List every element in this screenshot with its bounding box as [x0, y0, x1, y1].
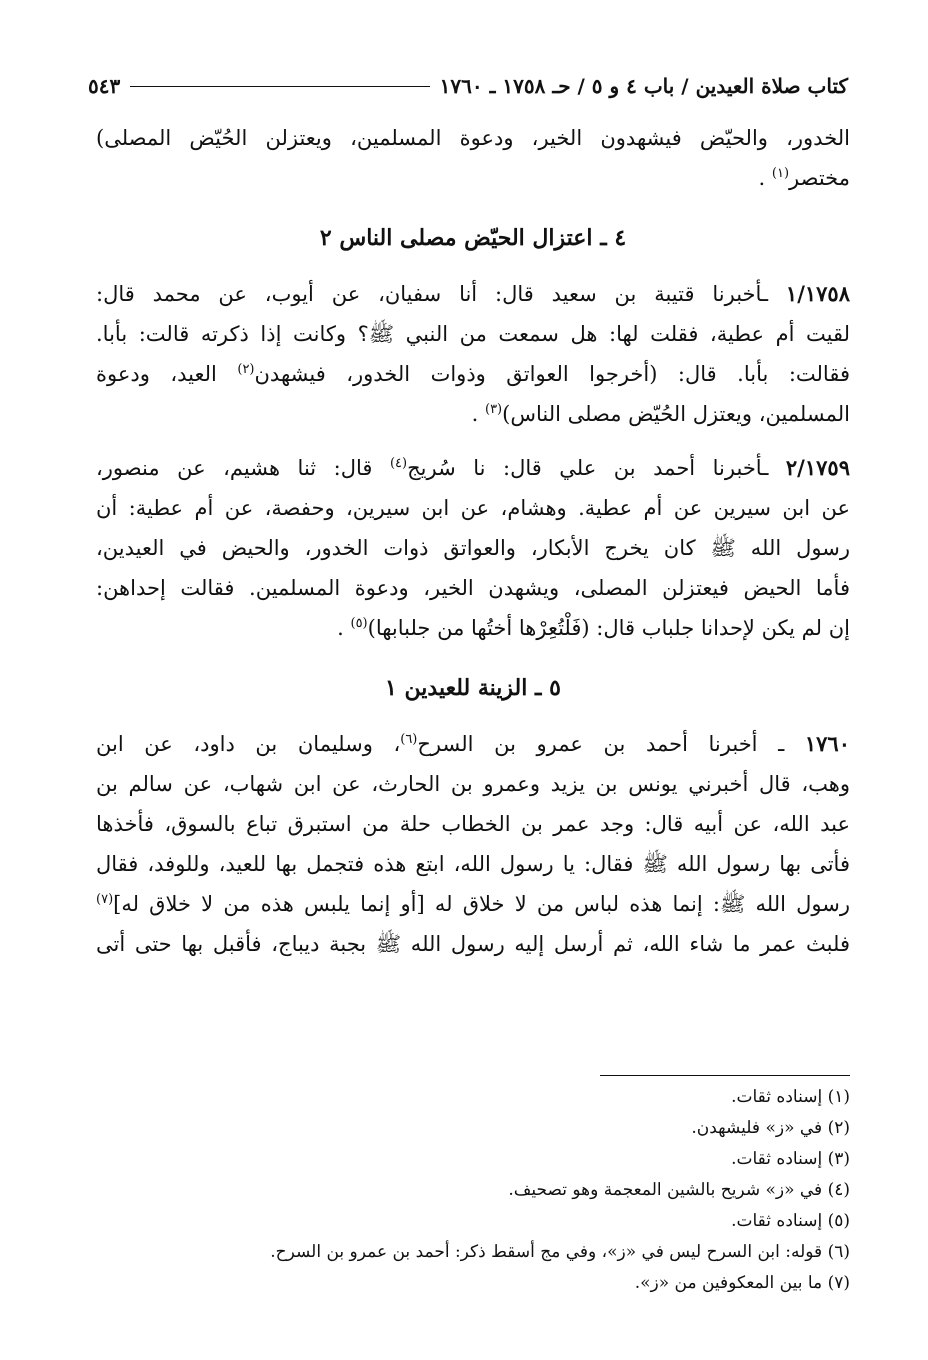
hadith-number: ١٧٦٠ [804, 731, 850, 756]
text-segment: مختصر [789, 166, 850, 190]
text-line: إن لم يكن لإحدانا جلباب قال: (فَلْتُعِرْها أختُها من جلبابها)$^{(٥)}$ . [337, 616, 850, 640]
footnote: (٢) في «ز» فليشهدن. [691, 1118, 850, 1138]
text-segment: رسول الله ﷺ: إنما هذه لباس من لا خلاق له [أو إنما يلبس هذه من لا خلاق له] [113, 892, 850, 916]
text-line: فأتى بها رسول الله ﷺ فقال: يا رسول الله، ابتع هذه فتجمل بها للعيد، وللوفد، فقال [96, 852, 850, 876]
text-line [96, 884, 850, 924]
footnote-ref: (٧) [96, 892, 114, 907]
text-segment: ـ أخبرنا أحمد بن عمرو بن السرح [417, 732, 785, 756]
text-segment: العيد، ودعوة [96, 362, 217, 386]
footnote-ref: (٤) [389, 456, 408, 471]
text-line [96, 448, 850, 488]
text-line: المسلمين، ويعتزل الحُيّض مصلى الناس)$^{(٣)}$ . [471, 402, 850, 426]
text-segment: فقالت: بأبا. قال: (أخرجوا العواتق وذوات الخدور، فيشهدن [254, 362, 850, 386]
text-line: فلبث عمر ما شاء الله، ثم أرسل إليه رسول الله ﷺ بجبة ديباج، فأقبل بها حتى أتى [96, 932, 850, 956]
section-heading-5: ٥ ـ الزينة للعيدين ١ [385, 675, 561, 701]
footnote: (٦) قوله: ابن السرح ليس في «ز»، وفي مج أسقط ذكر: أحمد بن عمرو بن السرح. [270, 1242, 850, 1262]
hadith-1759 [96, 448, 850, 648]
footnote-ref: (٣) [484, 402, 503, 417]
text-line: مختصر$^{(١)}$ . [758, 166, 850, 190]
text-segment: قال: ثنا هشيم، عن منصور، [96, 456, 373, 480]
footnote-ref: (١) [771, 166, 790, 181]
text-line: رسول الله ﷺ كان يخرج الأبكار، والعواتق ذوات الخدور، والحيض في العيدين، [96, 536, 850, 560]
footnote: (١) إسناده ثقات. [731, 1087, 850, 1107]
page-body [96, 118, 850, 978]
hadith-1760 [96, 724, 850, 964]
footnote: (٥) إسناده ثقات. [731, 1211, 850, 1231]
text-line: عن ابن سيرين عن أم عطية. وهشام، عن ابن سيرين، وحفصة، عن أم عطية: أن [96, 496, 850, 520]
hadith-number: ١/١٧٥٨ [785, 281, 850, 306]
footnote: (٣) إسناده ثقات. [731, 1149, 850, 1169]
footnotes [96, 1082, 850, 1299]
text-line: لقيت أم عطية، فقلت لها: هل سمعت من النبي ﷺ؟ وكانت إذا ذكرته قالت: بأبا. [96, 322, 850, 346]
text-line: الخدور، والحيّض فيشهدون الخير، ودعوة المسلمين، ويعتزلن الحُيّض المصلى) [96, 126, 850, 150]
hadith-number: ٢/١٧٥٩ [785, 455, 850, 480]
header-title: كتاب صلاة العيدين / باب ٤ و ٥ / حـ ١٧٥٨ ـ ١٧٦٠ [439, 74, 848, 98]
text-segment: إن لم يكن لإحدانا جلباب قال: (فَلْتُعِرْها أختُها من جلبابها) [367, 616, 850, 640]
footnote: (٤) في «ز» شريح بالشين المعجمة وهو تصحيف. [508, 1180, 850, 1200]
footnote-ref: (٦) [400, 732, 418, 747]
text-segment: ، وسليمان بن داود، عن ابن [96, 732, 401, 756]
running-header [88, 66, 848, 106]
text-segment: ـأخبرنا قتيبة بن سعيد قال: أنا سفيان، عن أيوب، عن محمد قال: [96, 282, 769, 306]
header-rule [130, 86, 429, 87]
text-line: وهب، قال أخبرني يونس بن يزيد وعمرو بن الحارث، عن ابن شهاب، عن سالم بن [96, 772, 850, 796]
section-heading-4: ٤ ـ اعتزال الحيّض مصلى الناس ٢ [319, 225, 627, 251]
footnote-ref: (٥) [350, 616, 368, 631]
footnote: (٧) ما بين المعكوفين من «ز». [634, 1273, 850, 1293]
footnote-ref: (٢) [237, 362, 255, 377]
text-segment: ـأخبرنا أحمد بن علي قال: نا سُريج [407, 456, 769, 480]
text-line [96, 274, 850, 314]
page-number: ٥٤٣ [88, 74, 121, 98]
text-line: عبد الله، عن أبيه قال: وجد عمر بن الخطاب حلة من استبرق تباع بالسوق، فأخذها [96, 812, 850, 836]
text-line: فأما الحيض فيعتزلن المصلى، ويشهدن الخير، ودعوة المسلمين. فقالت إحداهن: [96, 576, 850, 600]
text-segment: المسلمين، ويعتزل الحُيّض مصلى الناس) [502, 402, 850, 426]
text-line [96, 724, 850, 764]
continuation-paragraph [96, 118, 850, 198]
hadith-1758 [96, 274, 850, 434]
footnote-separator [600, 1075, 850, 1076]
text-line [96, 354, 850, 394]
